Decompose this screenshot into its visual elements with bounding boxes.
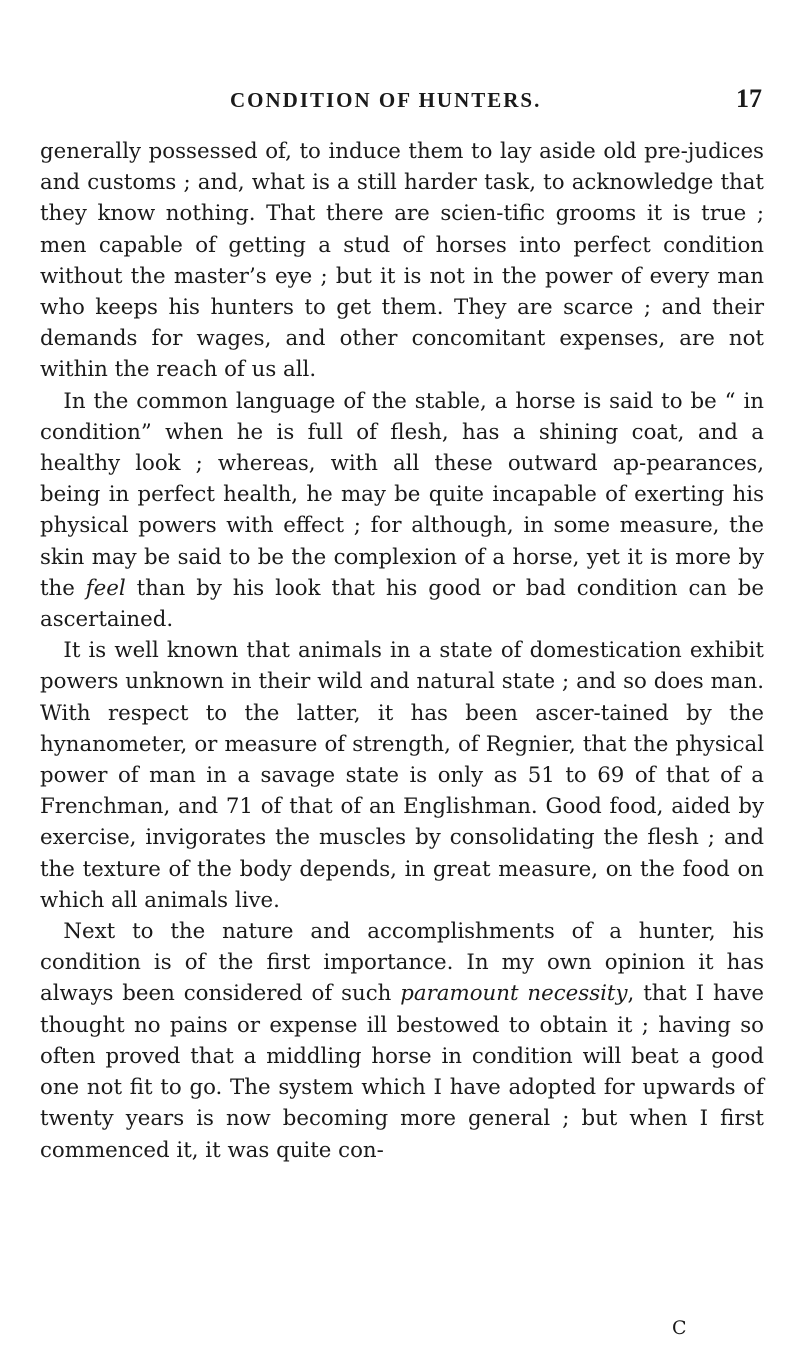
paragraph <box>40 916 764 1166</box>
text-segment: , that I have thought no pains or expense ill bestowed to obtain it ; having so often proved that a middling horse in condition will beat a good one not fit to go. The system which I have adopted for upwards of twenty years is now becoming more general ; but when I first commenced it, it was quite con- <box>40 981 764 1163</box>
paragraph <box>40 635 764 916</box>
signature-mark: C <box>672 1317 687 1339</box>
paragraph <box>40 386 764 636</box>
text-segment: In the common language of the stable, a horse is said to be “ in condition” when he is full of flesh, has a shining coat, and a healthy look ; whereas, with all these outward ap-pearances, being in perfect health, he may be quite incapable of exerting his physical powers with effect ; for although, in some measure, the skin may be said to be the complexion of a horse, yet it is more by the <box>40 388 764 601</box>
body-text <box>40 136 764 1166</box>
running-head: CONDITION OF HUNTERS. <box>230 88 542 112</box>
text-segment: generally possessed of, to induce them to lay aside old pre-judices and customs ; and, what is a still harder task, to acknowledge that they know nothing. That there are scien-tific grooms it is true ; men capable of getting a stud of horses into perfect condition without the master’s eye ; but it is not in the power of every man who keeps his hunters to get them. They are scarce ; and their demands for wages, and other concomitant expenses, are not within the reach of us all. <box>40 139 764 383</box>
text-segment: than by his look that his good or bad condition can be ascertained. <box>40 575 764 633</box>
italic-text: paramount necessity <box>400 981 628 1007</box>
text-segment: It is well known that animals in a state of domestication exhibit powers unknown in their wild and natural state ; and so does man. With respect to the latter, it has been ascer-tained by the hynanometer, or measure of strength, of Regnier, that the physical power of man in a savage state is only as 51 to 69 of that of a Frenchman, and 71 of that of an Englishman. Good food, aided by exercise, invigorates the muscles by consolidating the flesh ; and the texture of the body depends, in great measure, on the food on which all animals live. <box>40 638 764 913</box>
page-header <box>40 82 762 118</box>
page-number: 17 <box>736 84 762 113</box>
italic-text: feel <box>85 575 126 601</box>
text-segment: Next to the nature and accomplishments of a hunter, his condition is of the first importance. In my own opinion it has always been considered of such <box>40 919 764 1007</box>
paragraph <box>40 136 764 386</box>
